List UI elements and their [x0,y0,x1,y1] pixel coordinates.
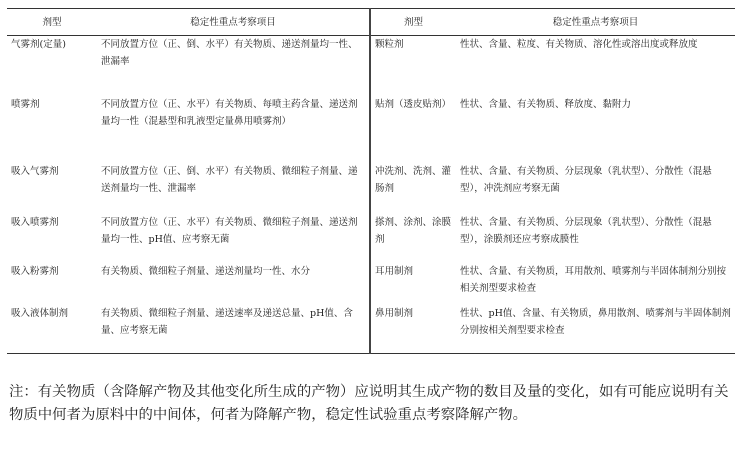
table-row [7,96,735,163]
test-items-cell: 性状、含量、粒度、有关物质、溶化性或溶出度或释放度 [460,39,698,50]
table-row [7,263,735,305]
dosage-form-cell: 耳用制剂 [375,265,414,277]
test-items-cell: 不同放置方位（正、倒、水平）有关物质、微细粒子剂量、递送剂量均一性、泄漏率 [97,163,370,214]
table-row [7,36,735,96]
test-items-cell: 性状、含量、有关物质、分层现象（乳状型）、分散性（混悬型），冲洗剂应考察无菌 [460,165,712,194]
dosage-form-cell: 冲洗剂、洗剂、灌肠剂 [375,165,452,194]
header-form-right: 剂型 [370,9,456,36]
dosage-form-cell: 气雾剂(定量) [11,39,66,50]
dosage-form-cell: 颗粒剂 [375,39,404,50]
dosage-form-cell: 鼻用制剂 [370,305,456,354]
dosage-form-cell: 吸入喷雾剂 [11,216,59,228]
test-items-cell: 不同放置方位（正、倒、水平）有关物质、递送剂量均一性、泄漏率 [97,36,370,96]
header-items-left: 稳定性重点考察项目 [97,9,370,36]
dosage-form-cell: 吸入液体制剂 [7,305,97,354]
test-items-cell: 不同放置方位（正、水平）有关物质、微细粒子剂量、递送剂量均一性、pH值、应考察无菌 [97,214,370,263]
test-items-cell: 性状、含量、有关物质、分层现象（乳状型）、分散性（混悬型），涂膜剂还应考察成膜性 [460,216,712,245]
test-items-cell: 性状、pH值、含量、有关物质，鼻用散剂、喷雾剂与半固体制剂分别按相关剂型要求检查 [456,305,735,354]
dosage-form-cell: 吸入气雾剂 [11,165,59,177]
header-items-right: 稳定性重点考察项目 [456,9,735,36]
dosage-form-cell: 搽剂、涂剂、涂膜剂 [375,216,452,245]
dosage-form-cell: 吸入粉雾剂 [11,265,59,277]
stability-table [7,8,735,354]
dosage-form-cell: 贴剂（透皮贴剂） [375,98,452,110]
table-row [7,305,735,354]
test-items-cell: 有关物质、微细粒子剂量、递送剂量均一性、水分 [97,263,370,305]
test-items-cell: 性状、含量、有关物质，耳用散剂、喷雾剂与半固体制剂分别按相关剂型要求检查 [460,265,727,294]
table-row [7,214,735,263]
test-items-cell: 性状、含量、有关物质、释放度、黏附力 [460,98,632,110]
header-form-left: 剂型 [7,9,97,36]
table-header-row [7,9,735,36]
table-footnote: 注：有关物质（含降解产物及其他变化所生成的产物）应说明其生成产物的数目及量的变化，如有可能应说明有关物质中何者为原料中的中间体，何者为降解产物，稳定性试验重点考察降解产物。 [9,384,729,423]
table-row [7,163,735,214]
dosage-form-cell: 喷雾剂 [11,98,40,110]
test-items-cell: 不同放置方位（正、水平）有关物质、每喷主药含量、递送剂量均一性（混悬型和乳液型定量鼻用喷雾剂） [97,96,370,163]
test-items-cell: 有关物质、微细粒子剂量、递送速率及递送总量、pH值、含量、应考察无菌 [97,305,370,354]
